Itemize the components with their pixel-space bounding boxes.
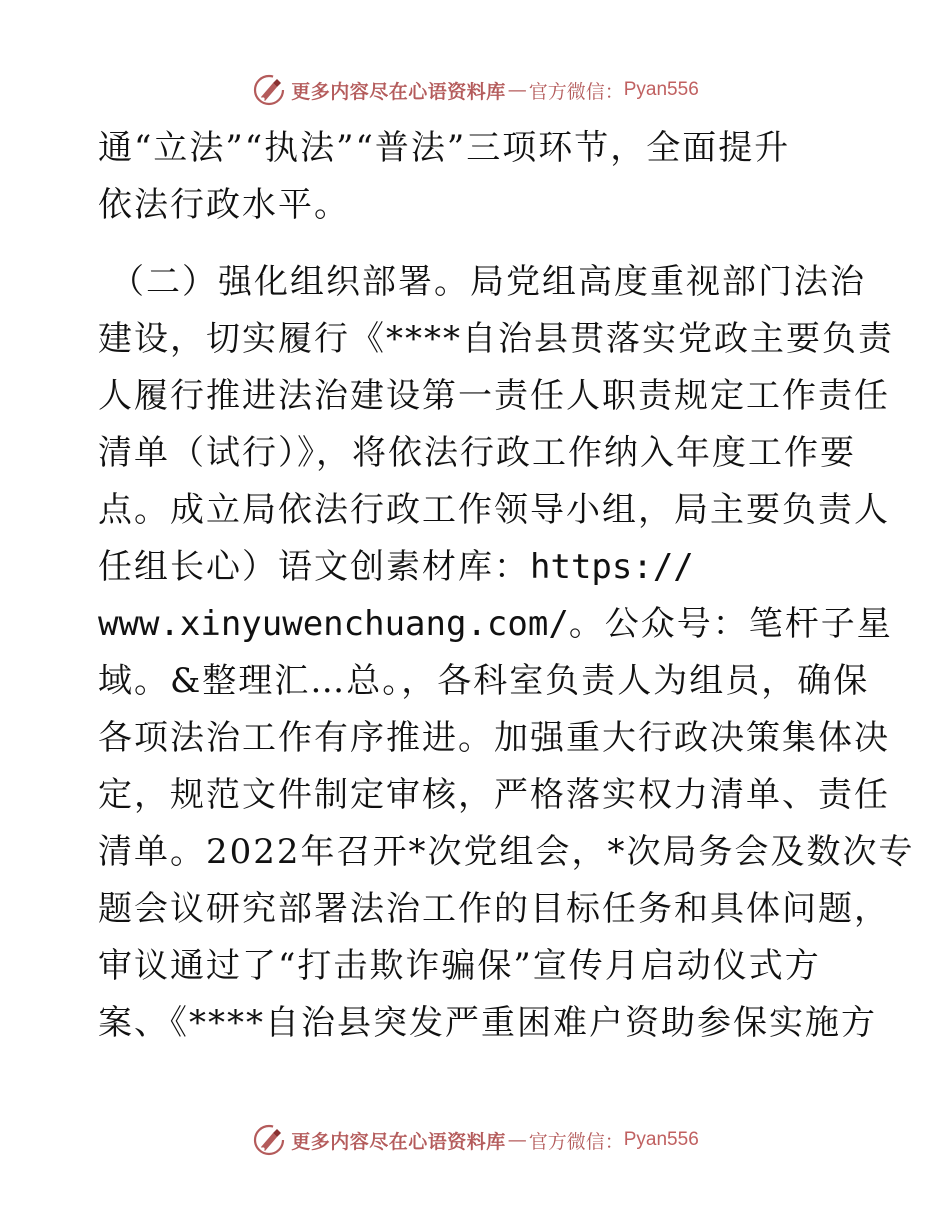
body-line — [98, 596, 893, 653]
body-line: 各项法治工作有序推进。加强重大行政决策集体决 — [98, 718, 890, 758]
watermark-brand-text: 更多内容尽在心语资料库 — [291, 80, 506, 103]
header-watermark-banner — [0, 70, 950, 110]
body-line-text: 任组长心）语文创素材库： — [98, 547, 530, 587]
url-text: www.xinyuwenchuang.com/ — [98, 604, 569, 644]
watermark-official-label: 官方微信： — [528, 1130, 624, 1153]
body-line: 人履行推进法治建设第一责任人职责规定工作责任 — [98, 376, 890, 416]
paragraph-gap — [98, 234, 858, 254]
body-line: 审议通过了“打击欺诈骗保”宣传月启动仪式方 — [98, 946, 821, 986]
body-line: 通“立法”“执法”“普法”三项环节，全面提升 — [98, 128, 791, 168]
watermark-handle: Pyan556 — [623, 79, 699, 100]
body-line: 清单（试行）》，将依法行政工作纳入年度工作要 — [98, 433, 856, 473]
document-body — [98, 120, 915, 1052]
watermark-handle: Pyan556 — [623, 1129, 699, 1150]
body-line: 题会议研究部署法治工作的目标任务和具体问题， — [98, 889, 890, 929]
pen-nib-logo-icon — [251, 72, 287, 108]
section-heading-line: （二）强化组织部署。局党组高度重视部门法治 — [110, 262, 866, 302]
watermark-dash: — — [507, 79, 527, 101]
body-line: 建设，切实履行《****自治县贯落实党政主要负责 — [98, 319, 894, 359]
body-line: 清单。2022年召开*次党组会，*次局务会及数次专 — [98, 832, 915, 872]
pen-nib-logo-icon — [251, 1122, 287, 1158]
watermark-brand-text: 更多内容尽在心语资料库 — [291, 1130, 506, 1153]
body-line: 点。成立局依法行政工作领导小组，局主要负责人 — [98, 490, 890, 530]
url-fragment: https:// — [530, 547, 694, 587]
watermark-official-label: 官方微信： — [528, 80, 624, 103]
body-line: 依法行政水平。 — [98, 185, 350, 225]
watermark-dash: — — [507, 1129, 527, 1151]
body-line: 定，规范文件制定审核，严格落实权力清单、责任 — [98, 775, 890, 815]
body-line: 域。&整理汇…总。，各科室负责人为组员，确保 — [98, 661, 870, 701]
body-line-text: 。公众号：笔杆子星 — [568, 604, 893, 644]
body-line: 案、《****自治县突发严重困难户资助参保实施方 — [98, 1003, 877, 1043]
body-line — [98, 539, 858, 596]
footer-watermark-banner — [0, 1120, 950, 1160]
